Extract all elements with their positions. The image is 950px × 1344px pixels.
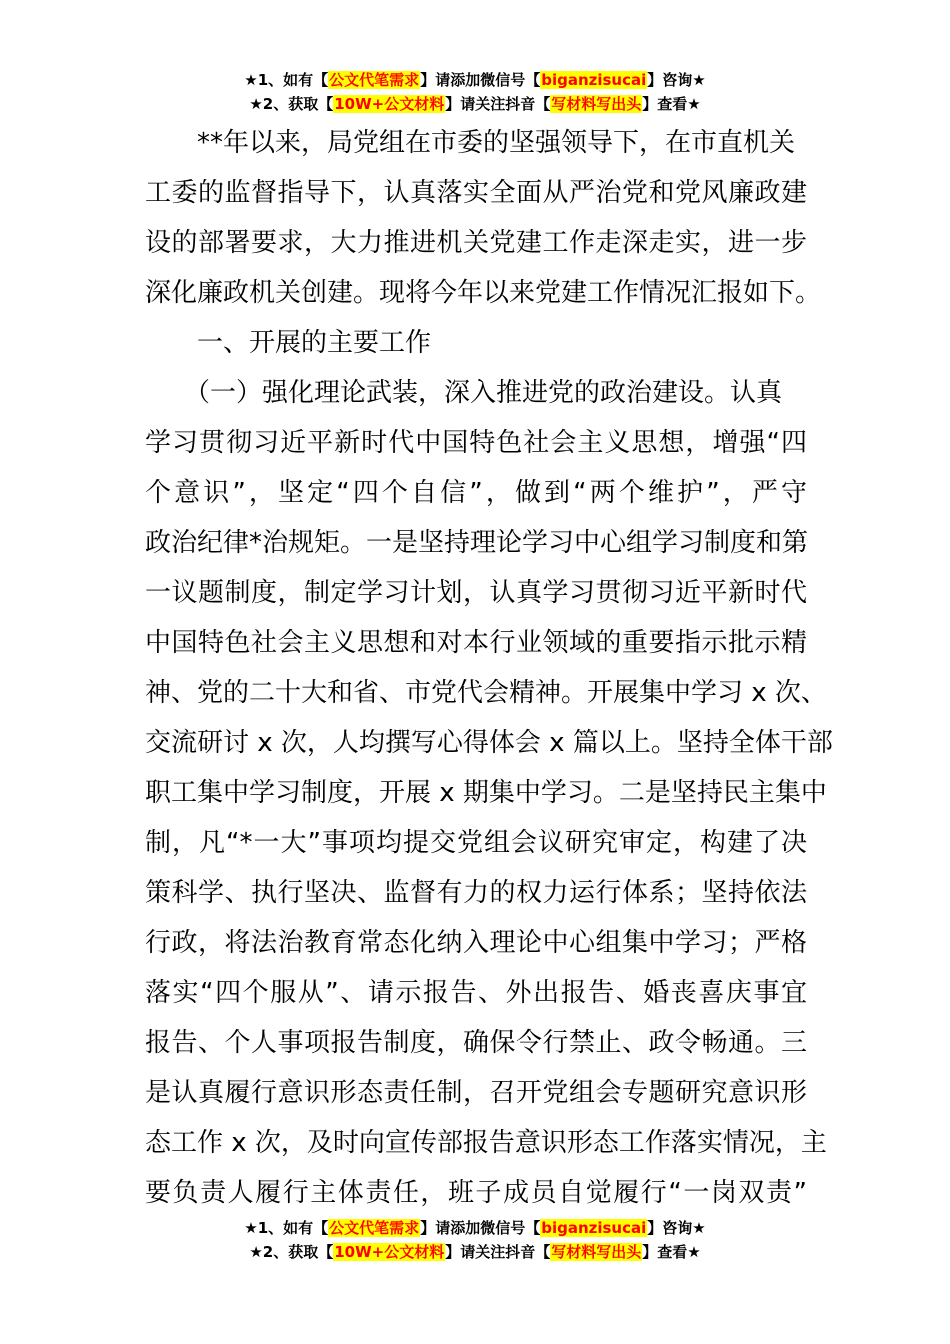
banner-line-2: ★2、获取【10W+公文材料】请关注抖音【写材料写出头】查看★ — [249, 95, 701, 113]
body-line: 政治纪律*治规矩。一是坚持理论学习中心组学习制度和第 — [145, 528, 809, 558]
body-line: 学习贯彻习近平新时代中国特色社会主义思想，增强“四 — [145, 428, 807, 458]
footer-banner — [0, 1216, 950, 1264]
banner-highlight-materials: 10W+公文材料 — [334, 1243, 445, 1261]
body-line: 职工集中学习制度，开展 x 期集中学习。二是坚持民主集中 — [145, 778, 827, 808]
body-line: 交流研讨 x 次，人均撰写心得体会 x 篇以上。坚持全体干部 — [145, 728, 833, 758]
header-banner — [0, 68, 950, 116]
body-line: 行政，将法治教育常态化纳入理论中心组集中学习；严格 — [145, 928, 807, 958]
banner-highlight-materials: 10W+公文材料 — [334, 95, 445, 113]
body-line: 制，凡“*一大”事项均提交党组会议研究审定，构建了决 — [145, 828, 807, 858]
document-body — [145, 118, 833, 1218]
section-heading: 一、开展的主要工作 — [145, 328, 432, 358]
banner-highlight-wechat-id: biganzisucai — [541, 1219, 647, 1237]
banner-line-2: ★2、获取【10W+公文材料】请关注抖音【写材料写出头】查看★ — [249, 1243, 701, 1261]
body-line: 态工作 x 次，及时向宣传部报告意识形态工作落实情况，主 — [145, 1128, 827, 1158]
banner-highlight-douyin-account: 写材料写出头 — [551, 95, 642, 113]
body-line: 策科学、执行坚决、监督有力的权力运行体系；坚持依法 — [145, 878, 807, 908]
banner-highlight-service: 公文代笔需求 — [329, 71, 420, 89]
banner-highlight-douyin-account: 写材料写出头 — [551, 1243, 642, 1261]
body-line: **年以来，局党组在市委的坚强领导下，在市直机关 — [145, 128, 796, 158]
body-line: 报告、个人事项报告制度，确保令行禁止、政令畅通。三 — [145, 1028, 807, 1058]
body-line: 设的部署要求，大力推进机关党建工作走深走实，进一步 — [145, 228, 807, 258]
subsection-heading-line: （一）强化理论武装，深入推进党的政治建设。认真 — [145, 378, 783, 408]
body-line: 是认真履行意识形态责任制，召开党组会专题研究意识形 — [145, 1078, 807, 1108]
body-line: 一议题制度，制定学习计划，认真学习贯彻习近平新时代 — [145, 578, 807, 608]
body-line: 神、党的二十大和省、市党代会精神。开展集中学习 x 次、 — [145, 678, 827, 708]
body-line: 要负责人履行主体责任，班子成员自觉履行“一岗双责” — [145, 1178, 807, 1208]
banner-line-1: ★1、如有【公文代笔需求】请添加微信号【biganzisucai】咨询★ — [244, 1219, 706, 1237]
banner-highlight-wechat-id: biganzisucai — [541, 71, 647, 89]
body-line: 中国特色社会主义思想和对本行业领域的重要指示批示精 — [145, 628, 807, 658]
body-line: 工委的监督指导下，认真落实全面从严治党和党风廉政建 — [145, 178, 807, 208]
body-line: 个意识”，坚定“四个自信”，做到“两个维护”，严守 — [145, 478, 807, 508]
banner-line-1: ★1、如有【公文代笔需求】请添加微信号【biganzisucai】咨询★ — [244, 71, 706, 89]
body-line: 落实“四个服从”、请示报告、外出报告、婚丧喜庆事宜 — [145, 978, 807, 1008]
banner-highlight-service: 公文代笔需求 — [329, 1219, 420, 1237]
body-line: 深化廉政机关创建。现将今年以来党建工作情况汇报如下。 — [145, 278, 822, 308]
